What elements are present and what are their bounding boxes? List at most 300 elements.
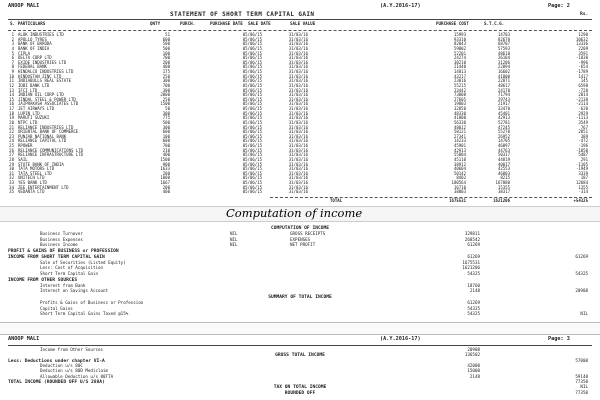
row-sale-date: 31/03/16 (288, 175, 308, 181)
row-scrip-name: CIPLA (18, 50, 31, 56)
row-stcg: 1417 (578, 73, 588, 79)
row-sale-value: 38912 (453, 161, 466, 167)
row-stcg: -654 (578, 64, 588, 70)
row-sale-value: 30210 (453, 59, 466, 65)
row-sale-date: 31/03/16 (288, 138, 308, 144)
row-quantity: 1633 (160, 166, 170, 172)
row-stcg: -1113 (575, 115, 588, 121)
row-sale-value: 48330 (453, 110, 466, 116)
row-serial: 23 (9, 133, 14, 139)
row-quantity: 600 (162, 138, 170, 144)
row-serial: 14 (9, 92, 14, 98)
row-sale-date: 31/03/16 (288, 73, 308, 79)
row-purchase-cost: 46803 (497, 170, 510, 176)
row-serial: 21 (9, 124, 14, 130)
section-title: PROFIT & GAINS OF BUSINESS or PROFESSION (8, 249, 119, 254)
row-quantity: 400 (162, 152, 170, 158)
row-purchase-cost: 26104 (497, 55, 510, 61)
section-title: TOTAL INCOME (ROUNDED OFF U/S 288A) (8, 380, 105, 385)
row-sale-value: 43217 (453, 73, 466, 79)
line-col-b: GROSS RECEIPTS (290, 230, 326, 236)
row-serial: 19 (9, 115, 14, 121)
row-purchase-cost: 22094 (497, 64, 510, 70)
row-purchase-cost: 50317 (497, 152, 510, 158)
line-label: Short Term Capital Gains Taxed @15% (40, 311, 129, 317)
line-amount: 2148 (469, 288, 480, 294)
row-purchase-date: 05/06/15 (242, 161, 262, 167)
row-purchase-date: 05/06/15 (242, 189, 262, 195)
row-quantity: 200 (162, 184, 170, 190)
row-stcg: -1949 (575, 166, 588, 172)
line-label: Income from Other Sources (40, 347, 104, 352)
row-stcg: 5487 (578, 152, 588, 158)
row-scrip-name: UNITECH LTD (18, 175, 45, 181)
row-purchase-date: 05/06/15 (242, 166, 262, 172)
row-sale-date: 31/03/16 (288, 87, 308, 93)
column-header: S. PARTICULARS (10, 21, 46, 26)
line-total: 57000 (575, 357, 588, 363)
row-sale-value: 21440 (453, 64, 466, 70)
page-break-rule-bottom (0, 334, 600, 335)
row-purchase-cost: 82678 (497, 36, 510, 42)
row-serial: 2 (11, 36, 14, 42)
row-purchase-cost: 38317 (497, 189, 510, 195)
row-purchase-date: 05/06/15 (242, 175, 262, 181)
section-title: Less: Deductions under chapter VI-A (8, 358, 105, 364)
row-serial: 12 (9, 82, 14, 88)
row-serial: 9 (11, 69, 14, 75)
column-header: PURCHASE DATE (210, 21, 243, 26)
row-purchase-date: 05/06/15 (242, 36, 262, 42)
row-scrip-name: RPOWER (18, 143, 33, 149)
row-sale-date: 31/03/16 (288, 32, 308, 37)
row-quantity: 775 (162, 115, 170, 121)
row-scrip-name: STATE BANK OF INDIA (18, 161, 64, 167)
row-sale-date: 31/03/16 (288, 180, 308, 186)
row-purchase-date: 05/06/15 (242, 32, 262, 37)
row-scrip-name: INDIAN OIL CORP LTD (18, 92, 64, 98)
row-purchase-cost: 24170 (497, 87, 510, 93)
row-purchase-cost: 45401 (497, 110, 510, 116)
row-purchase-cost: 44819 (497, 156, 510, 162)
row-purchase-date: 05/06/15 (242, 119, 262, 125)
line-label: Deduction u/s 80D Mediclaim (40, 368, 109, 374)
row-purchase-date: 05/06/15 (242, 106, 262, 112)
row-sale-date: 31/03/16 (288, 110, 308, 116)
page-break (0, 322, 600, 334)
row-stcg: 389 (580, 133, 588, 139)
row-quantity: 200 (162, 170, 170, 176)
line-amount: 18760 (467, 282, 480, 288)
row-sale-date: 31/03/16 (288, 36, 308, 42)
line-label: Interest on Savings Account (40, 288, 109, 294)
row-stcg: 145 (580, 78, 588, 84)
row-quantity: 300 (162, 110, 170, 116)
row-purchase-date: 05/06/15 (242, 55, 262, 61)
currency-label: Rs. (580, 12, 589, 17)
row-quantity: 500 (162, 119, 170, 125)
row-sale-date: 31/03/16 (288, 166, 308, 172)
statement-title: STATEMENT OF SHORT TERM CAPITAL GAIN (170, 11, 315, 18)
line-total: 59148 (575, 373, 588, 379)
line-total: 61269 (575, 253, 588, 259)
row-serial: 18 (9, 110, 14, 116)
line-label: Business Turnover (40, 230, 83, 236)
row-sale-value: 14813 (453, 69, 466, 75)
line-amount: 20908 (467, 347, 480, 352)
line-label: Profits & Gains of Business or Profession (40, 299, 144, 305)
line-amount: 54325 (467, 305, 480, 311)
line-label: Interest from Bank (40, 282, 86, 288)
row-quantity: 175 (162, 69, 170, 75)
row-scrip-name: JAIPRAKASH ASSOCIATES LTD (18, 101, 79, 107)
row-sale-value: 27341 (453, 133, 466, 139)
row-stcg: 2851 (578, 129, 588, 135)
row-purchase-cost: 16602 (497, 69, 510, 75)
section-title: INCOME FROM SHORT TERM CAPITAL GAIN (8, 254, 105, 260)
line-label: Business Expenses (40, 236, 83, 242)
row-scrip-name: TATA STEEL LTD (18, 170, 52, 176)
section-heading: GROSS TOTAL INCOME (275, 353, 325, 359)
row-purchase-cost: 22871 (497, 78, 510, 84)
line-amount: 54325 (467, 311, 480, 317)
row-sale-date: 31/03/16 (288, 59, 308, 65)
row-sale-value: 41800 (453, 115, 466, 121)
row-stcg: 12684 (575, 180, 588, 186)
row-serial: 3 (11, 41, 14, 47)
row-quantity: 400 (162, 189, 170, 195)
row-quantity: 300 (162, 124, 170, 130)
row-purchase-date: 05/06/15 (242, 138, 262, 144)
row-scrip-name: RELIANCE INDUSTRIES LTD (18, 124, 74, 130)
row-stcg: -2138 (575, 96, 588, 102)
row-stcg: 187 (580, 175, 588, 181)
row-serial: 20 (9, 119, 14, 125)
page3-assessment-year: (A.Y.2016-17) (380, 336, 421, 342)
row-sale-date: 31/03/16 (288, 119, 308, 125)
computation-banner-title: Computation of income (226, 206, 363, 220)
row-purchase-cost: 52781 (497, 119, 510, 125)
row-serial: 11 (9, 78, 14, 84)
row-purchase-cost: 48617 (497, 82, 510, 88)
line-label: Short Term Capital Gain (40, 271, 98, 276)
row-purchase-cost: 46097 (497, 143, 510, 149)
row-quantity: 900 (162, 161, 170, 167)
total-cost: 1621206 (493, 198, 510, 203)
row-quantity: 700 (162, 143, 170, 149)
row-purchase-cost: 15355 (497, 184, 510, 190)
row-purchase-cost: 55270 (497, 129, 510, 135)
page-break-rule-top (0, 322, 600, 323)
row-quantity: 700 (162, 55, 170, 61)
row-purchase-cost: 29743 (497, 96, 510, 102)
row-purchase-date: 05/06/15 (242, 156, 262, 162)
row-purchase-date: 05/06/15 (242, 73, 262, 79)
row-purchase-date: 05/06/15 (242, 69, 262, 75)
row-scrip-name: IFCI LTD (18, 87, 38, 93)
column-header: PURCHASE COST (436, 21, 469, 26)
row-sale-value: 23442 (453, 87, 466, 93)
row-scrip-name: ORIENTAL BANK OF COMMERCE (18, 129, 79, 135)
row-purchase-cost: 44763 (497, 147, 510, 153)
row-stcg: 3591 (578, 50, 588, 56)
row-sale-value: 55804 (453, 152, 466, 158)
row-purchase-date: 05/06/15 (242, 110, 262, 116)
column-header: SALE DATE (248, 21, 271, 26)
row-sale-value: 32850 (453, 106, 466, 112)
row-sale-value: 27605 (453, 96, 466, 102)
row-stcg: 291 (580, 156, 588, 162)
row-quantity: 600 (162, 36, 170, 42)
row-sale-date: 31/03/16 (288, 115, 308, 121)
row-serial: 35 (9, 189, 14, 195)
row-scrip-name: SAIL (18, 156, 28, 162)
line-total: 77350 (575, 379, 588, 384)
row-sale-date: 31/03/16 (288, 189, 308, 195)
row-serial: 26 (9, 147, 14, 153)
line-col-b: EXPENSES (290, 236, 311, 242)
row-serial: 6 (11, 55, 14, 61)
line-total: 20908 (575, 288, 588, 294)
page3-assessee-name: ANOOP MALI (8, 336, 40, 342)
total-rule (270, 197, 592, 198)
row-stcg: 767 (580, 124, 588, 130)
line-amount: 1675531 (462, 259, 480, 265)
row-quantity: 210 (162, 147, 170, 153)
total-sale: 1675531 (449, 198, 466, 203)
column-header: S.T.C.G. (484, 21, 505, 26)
row-scrip-name: RELIANCE COMMUNICATIONS LTD (18, 147, 84, 153)
row-sale-value: 50142 (453, 170, 466, 176)
line-col-a: NIL (230, 236, 238, 242)
row-scrip-name: NTPC LTD (18, 119, 38, 125)
row-scrip-name: JINDAL STEEL & POWER LTD (18, 96, 76, 102)
row-serial: 7 (11, 59, 14, 65)
row-sale-value: 52201 (453, 50, 466, 56)
row-stcg: -472 (578, 138, 588, 144)
row-purchase-date: 05/06/15 (242, 147, 262, 153)
row-serial: 33 (9, 180, 14, 186)
line-col-a: NIL (230, 242, 238, 248)
row-sale-date: 31/03/16 (288, 161, 308, 167)
row-sale-value: 23016 (453, 78, 466, 84)
line-amount: 42000 (467, 363, 480, 368)
row-sale-value: 15993 (453, 32, 466, 37)
row-purchase-date: 05/06/15 (242, 143, 262, 149)
row-quantity: 100 (162, 133, 170, 139)
page-number: Page: 2 (548, 3, 570, 9)
row-scrip-name: TATA MOTORS LTD (18, 166, 55, 172)
section-heading: SUMMARY OF TOTAL INCOME (268, 295, 332, 300)
row-sale-date: 31/03/16 (288, 82, 308, 88)
line-amount: 61269 (467, 299, 480, 305)
row-sale-date: 31/03/16 (288, 78, 308, 84)
row-scrip-name: LUPIN LTD (18, 110, 40, 116)
section-title: INCOME FROM OTHER SOURCES (8, 277, 78, 283)
row-scrip-name: BANK OF BARODA (18, 41, 52, 47)
row-serial: 30 (9, 166, 14, 172)
row-purchase-cost: 21917 (497, 101, 510, 107)
row-serial: 31 (9, 170, 14, 176)
row-sale-value: 59802 (453, 45, 466, 51)
row-sale-value: 8402 (456, 175, 466, 181)
row-purchase-date: 05/06/15 (242, 50, 262, 56)
row-sale-value: 180564 (451, 180, 466, 186)
row-sale-date: 31/03/16 (288, 55, 308, 61)
row-stcg: 13336 (575, 41, 588, 47)
row-purchase-cost: 167880 (495, 180, 510, 186)
row-scrip-name: FEDERAL BANK (18, 64, 47, 70)
page3-header-rule (8, 345, 592, 346)
row-purchase-date: 05/06/15 (242, 45, 262, 51)
row-purchase-cost: 47245 (497, 124, 510, 130)
row-scrip-name: APOLLO TYRES (18, 36, 47, 42)
line-amount: 54325 (467, 271, 480, 276)
row-stcg: 3549 (578, 119, 588, 125)
row-purchase-cost: 14703 (497, 32, 510, 37)
row-quantity: 1500 (160, 156, 170, 162)
section-heading: COMPUTATION OF INCOME (270, 226, 330, 231)
row-stcg: 6598 (578, 82, 588, 88)
line-col-b: NET PROFIT (290, 242, 316, 248)
row-purchase-date: 05/06/15 (242, 82, 262, 88)
row-quantity: 700 (162, 82, 170, 88)
row-purchase-date: 05/06/15 (242, 78, 262, 84)
line-amount: 329811 (464, 230, 480, 236)
row-purchase-cost: 31206 (497, 59, 510, 65)
row-serial: 1 (11, 32, 14, 37)
line-label: Allowable Deduction u/s 80TTA (40, 373, 114, 379)
assessment-year: (A.Y.2016-17) (380, 3, 421, 9)
row-purchase-date: 05/06/15 (242, 59, 262, 65)
row-sale-value: 19803 (453, 101, 466, 107)
row-sale-value: 16710 (453, 184, 466, 190)
row-sale-date: 31/03/16 (288, 106, 308, 112)
row-sale-value: 48012 (453, 124, 466, 130)
row-serial: 16 (9, 101, 14, 107)
row-purchase-cost: 42553 (497, 166, 510, 172)
row-scrip-name: IDBI BANK LTD (18, 82, 50, 88)
row-purchase-date: 05/06/15 (242, 152, 262, 158)
row-purchase-cost: 71794 (497, 92, 510, 98)
row-scrip-name: ZEE ENTERTAINMENT LTD (18, 184, 69, 190)
row-purchase-date: 05/06/15 (242, 64, 262, 70)
row-purchase-date: 05/06/15 (242, 87, 262, 93)
row-quantity: 400 (162, 64, 170, 70)
row-purchase-date: 05/06/15 (242, 92, 262, 98)
row-purchase-date: 05/06/15 (242, 133, 262, 139)
row-serial: 34 (9, 184, 14, 190)
row-scrip-name: RELIANCE CAPITAL LTD (18, 138, 67, 144)
line-label: Sale of Securities (Listed Equity) (40, 259, 126, 265)
row-sale-date: 31/03/16 (288, 101, 308, 107)
line-col-a: NIL (230, 230, 238, 236)
row-purchase-date: 05/06/15 (242, 115, 262, 121)
line-amount: 136502 (464, 352, 480, 358)
row-serial: 25 (9, 143, 14, 149)
row-quantity: 500 (162, 45, 170, 51)
row-purchase-cost: 33470 (497, 106, 510, 112)
row-stcg: -1105 (575, 161, 588, 167)
line-amount: 15000 (467, 368, 480, 374)
row-sale-date: 31/03/16 (288, 129, 308, 135)
row-purchase-date: 05/06/15 (242, 96, 262, 102)
row-stcg: 1290 (578, 32, 588, 37)
row-quantity: 300 (162, 78, 170, 84)
row-quantity: 100 (162, 50, 170, 56)
row-serial: 13 (9, 87, 14, 93)
row-sale-date: 31/03/16 (288, 64, 308, 70)
row-sale-value: 42913 (453, 147, 466, 153)
row-quantity: 600 (162, 129, 170, 135)
line-amount: 1621206 (462, 265, 480, 271)
row-purchase-cost: 8215 (500, 175, 510, 181)
row-purchase-cost: 41800 (497, 73, 510, 79)
row-sale-value: 56330 (453, 119, 466, 125)
row-stcg: -2114 (575, 101, 588, 107)
row-sale-date: 31/03/16 (288, 92, 308, 98)
line-total: NIL (580, 311, 588, 317)
row-sale-date: 31/03/16 (288, 170, 308, 176)
header-rule-bottom (8, 30, 592, 31)
column-header: QNTY (150, 21, 161, 26)
line-label: Deduction u/s 80C (40, 363, 83, 368)
row-quantity: 200 (162, 59, 170, 65)
row-serial: 10 (9, 73, 14, 79)
row-quantity: 300 (162, 87, 170, 93)
row-quantity: 2000 (160, 92, 170, 98)
line-label: Less: Cost of Acquisition (40, 265, 104, 271)
row-quantity: 1000 (160, 175, 170, 181)
row-sale-date: 31/03/16 (288, 41, 308, 47)
row-purchase-date: 05/06/15 (242, 101, 262, 107)
column-header: SALE VALUE (290, 21, 316, 26)
row-sale-value: 38003 (453, 189, 466, 195)
row-purchase-cost: 14705 (497, 138, 510, 144)
line-label: Capital Gains (40, 305, 73, 311)
row-scrip-name: DELTA CORP LTD (18, 55, 52, 61)
row-purchase-cost: 40017 (497, 161, 510, 167)
row-purchase-date: 05/06/15 (242, 170, 262, 176)
row-quantity: 1500 (160, 101, 170, 107)
total-gain: +54325 (573, 198, 588, 203)
line-total: NIL (580, 384, 588, 390)
row-scrip-name: PUNJAB NATIONAL BANK (18, 133, 67, 139)
row-scrip-name: BANK OF INDIA (18, 45, 50, 51)
row-sale-date: 31/03/16 (288, 184, 308, 190)
row-stcg: -314 (578, 189, 588, 195)
row-sale-date: 31/03/16 (288, 50, 308, 56)
total-label: TOTAL (330, 198, 343, 203)
row-serial: 29 (9, 161, 14, 167)
row-purchase-date: 05/06/15 (242, 124, 262, 130)
row-stcg: -996 (578, 59, 588, 65)
line-amount: 61269 (467, 253, 480, 259)
row-sale-date: 31/03/16 (288, 147, 308, 153)
row-stcg: 2209 (578, 45, 588, 51)
row-quantity: 1667 (160, 180, 170, 186)
row-sale-date: 31/03/16 (288, 143, 308, 149)
row-sale-value: 40604 (453, 166, 466, 172)
row-stcg: -196 (578, 143, 588, 149)
row-serial: 4 (11, 45, 14, 51)
row-quantity: 250 (162, 73, 170, 79)
row-sale-value: 45110 (453, 156, 466, 162)
row-serial: 27 (9, 152, 14, 158)
row-scrip-name: HINDALCO INDUSTRIES LTD (18, 69, 74, 75)
row-purchase-cost: 48610 (497, 50, 510, 56)
row-scrip-name: ALOK INDUSTRIES LTD (18, 32, 64, 37)
